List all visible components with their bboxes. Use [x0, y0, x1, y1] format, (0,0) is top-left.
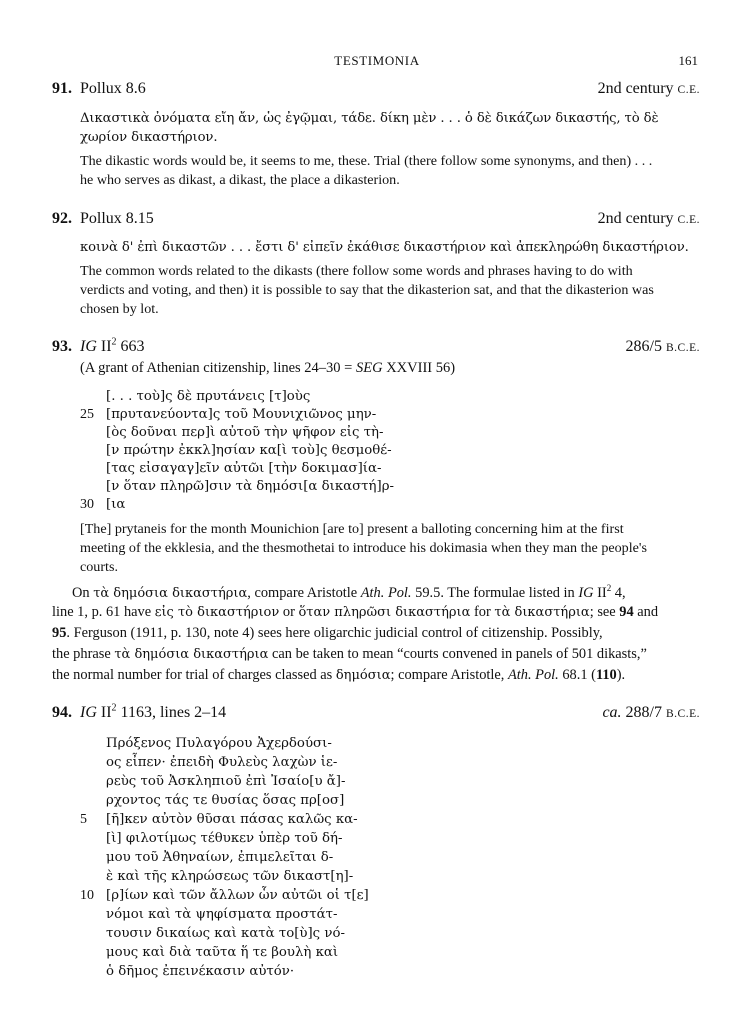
inscription-line: νόμοι καὶ τὰ ψηφίσματα προστάτ-	[106, 907, 338, 922]
page-number: 161	[678, 53, 698, 68]
translation-line: The common words related to the dikasts (there follow some words and phrases having to do with	[80, 263, 633, 279]
running-head-title: TESTIMONIA	[334, 53, 420, 68]
entry-number: 94.	[52, 704, 72, 721]
inscription-line: 10 [ρ]ίων καὶ τῶν ἄλλων ὧν αὐτῶι οἱ τ[ε]	[80, 888, 369, 903]
cross-reference: 94	[619, 604, 634, 620]
inscription-line: 5 [ῆ]κεν αὐτὸν θῦσαι πάσας καλῶς κα-	[80, 812, 358, 827]
inscription-line: ὲ καὶ τῆς κληρώσεως τῶν δικαστ[η]-	[106, 869, 354, 884]
commentary-line: 95. Ferguson (1911, p. 130, note 4) sees here oligarchic judicial control of citizenship. Possibly,	[52, 625, 603, 641]
era-label: C.E.	[677, 214, 700, 226]
entry-number: 91.	[52, 80, 72, 97]
line-number: 25	[80, 407, 94, 422]
inscription-line: μους καὶ διὰ ταῦτα ἥ τε βουλὴ καὶ	[106, 945, 339, 960]
commentary-line: line 1, p. 61 have εἰς τὸ δικαστήριον or ὅταν πληρῶσι δικαστήρια for τὰ δικαστήρια; see 94 and	[52, 604, 659, 620]
inscription-line: μου τοῦ Ἀθηναίων, ἐπιμελεῖται δ-	[106, 850, 334, 865]
entry-93-heading	[52, 338, 700, 358]
greek-text-line: χωρίον δικαστήριον.	[80, 130, 218, 145]
inscription-line: ὁ δῆμος ἐπεινέκασιν αὐτόν·	[106, 964, 295, 979]
entry-date: ca. 288/7 B.C.E.	[602, 704, 700, 721]
translation-line: [The] prytaneis for the month Mounichion [are to] present a balloting concerning him at the first	[80, 521, 624, 537]
translation-line: The dikastic words would be, it seems to me, these. Trial (there follow some synonyms, and then) . . .	[80, 153, 653, 169]
entry-source: Pollux 8.15	[80, 210, 154, 227]
entry-date: 2nd century C.E.	[597, 210, 700, 227]
translation-line: he who serves as dikast, a dikast, the place a dikasterion.	[80, 172, 400, 188]
cross-reference: 95	[52, 625, 67, 641]
era-label: C.E.	[677, 84, 700, 96]
inscription-line: ος εἶπεν· ἐπειδὴ Φυλεὺς λαχὼν ἱε-	[106, 755, 338, 770]
commentary-line: the phrase τὰ δημόσια δικαστήρια can be taken to mean “courts convened in panels of 501 dikasts,”	[52, 646, 647, 662]
line-number: 30	[80, 497, 94, 512]
inscription-line: [ν πρώτην ἐκκλ]ησίαν κα[ὶ τοὺ]ς θεσμοθέ-	[106, 443, 392, 458]
inscription-line: [ὸς δοῦναι περ]ὶ αὐτοῦ τὴν ψῆφον εἰς τὴ-	[106, 425, 384, 440]
entry-92-heading	[52, 210, 700, 230]
inscription-line: [. . . τοὺ]ς δὲ πρυτάνεις [τ]οὺς	[106, 389, 311, 404]
line-number: 10	[80, 888, 94, 903]
greek-text-line: κοινὰ δ' ἐπὶ δικαστῶν . . . ἔστι δ' εἰπεῖν ἐκάθισε δικαστήριον καὶ ἀπεκληρώθη δικαστήριον.	[80, 240, 689, 255]
era-label: B.C.E.	[666, 708, 700, 720]
inscription-line: [ὶ] φιλοτίμως τέθυκεν ὑπὲρ τοῦ δή-	[106, 831, 343, 846]
entry-subtitle: (A grant of Athenian citizenship, lines 24–30 = SEG XXVIII 56)	[80, 360, 456, 376]
commentary-line: the normal number for trial of charges classed as δημόσια; compare Aristotle, Ath. Pol. 68.1 (110).	[52, 667, 626, 683]
entry-source: Pollux 8.6	[80, 80, 146, 97]
translation-line: meeting of the ekklesia, and the thesmothetai to introduce his dokimasia when they man the people's	[80, 540, 647, 556]
running-head	[0, 53, 754, 69]
cross-reference: 110	[595, 667, 617, 683]
era-label: B.C.E.	[666, 342, 700, 354]
inscription-line: [ν ὅταν πληρῶ]σιν τὰ δημόσι[α δικαστή]ρ-	[106, 479, 394, 494]
inscription-line: [τας εἰσαγαγ]εῖν αὐτῶι [τὴν δοκιμασ]ία-	[106, 461, 382, 476]
greek-text-line: Δικαστικὰ ὀνόματα εἴη ἄν, ὡς ἐγῷμαι, τάδε. δίκη μὲν . . . ὁ δὲ δικάζων δικαστής, τὸ δὲ	[80, 111, 659, 126]
translation-line: courts.	[80, 559, 118, 575]
inscription-line: ρχοντος τάς τε θυσίας ὅσας πρ[οσ]	[106, 793, 345, 808]
entry-number: 92.	[52, 210, 72, 227]
entry-source: IG $II^2$ 663	[80, 336, 145, 355]
entry-91-heading	[52, 80, 700, 100]
inscription-line: 30 [ια	[80, 497, 126, 512]
entry-date: 2nd century C.E.	[597, 80, 700, 97]
inscription-line: ρεὺς τοῦ Ἀσκληπιοῦ ἐπὶ Ἰσαίο[υ ἄ]-	[106, 774, 346, 789]
inscription-line: τουσιν δικαίως καὶ κατὰ το[ὺ]ς νό-	[106, 926, 345, 941]
entry-number: 93.	[52, 338, 72, 355]
translation-line: chosen by lot.	[80, 301, 159, 317]
translation-line: verdicts and voting, and then) it is possible to say that the dikasterion sat, and that the dikasterion was	[80, 282, 654, 298]
entry-date: 286/5 B.C.E.	[625, 338, 700, 355]
inscription-line: Πρόξενος Πυλαγόρου Ἀχερδούσι-	[106, 736, 332, 751]
commentary-line: On τὰ δημόσια δικαστήρια, compare Aristotle Ath. Pol. 59.5. The formulae listed in IG $II^2$ 4,	[72, 583, 626, 601]
entry-94-heading	[52, 704, 700, 724]
line-number: 5	[80, 812, 87, 827]
inscription-line: 25 [πρυτανεύοντα]ς τοῦ Μουνιχιῶνος μην-	[80, 407, 377, 422]
entry-source: IG $II^2$ 1163, lines 2–14	[80, 702, 227, 721]
